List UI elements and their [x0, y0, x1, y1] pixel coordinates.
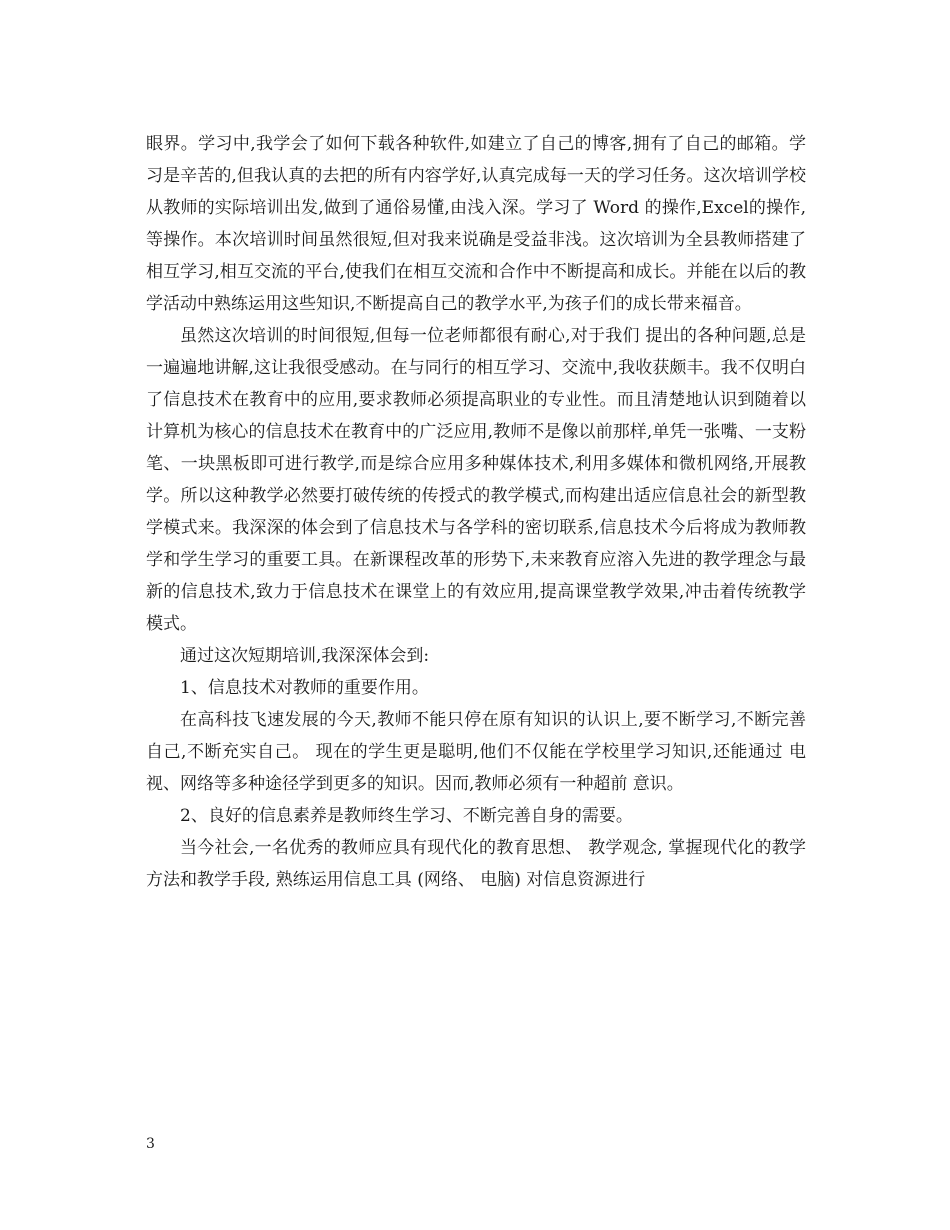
list-heading: 1、信息技术对教师的重要作用。	[180, 678, 429, 698]
paragraph: 通过这次短期培训,我深深体会到:	[180, 646, 430, 666]
paragraph: 在高科技飞速发展的今天,教师不能只停在原有知识的认识上,要不断学习,不断完善自己,不断充实自己。 现在的学生更是聪明,他们不仅能在学校里学习知识,还能通过 电视、网络等多种途径学到更多的知识。因而,教师必须有一种超前 意识。	[146, 710, 806, 794]
list-heading: 2、良好的信息素养是教师终生学习、不断完善自身的需要。	[180, 806, 633, 826]
document-body	[146, 128, 806, 896]
paragraph: 当今社会,一名优秀的教师应具有现代化的教育思想、 教学观念, 掌握现代化的教学方法和教学手段, 熟练运用信息工具 (网络、 电脑) 对信息资源进行	[146, 838, 806, 890]
paragraph: 虽然这次培训的时间很短,但每一位老师都很有耐心,对于我们 提出的各种问题,总是一遍遍地讲解,这让我很受感动。在与同行的相互学习、交流中,我收获颇丰。我不仅明白了信息技术在教育中的应用,要求教师必须提高职业的专业性。而且清楚地认识到随着以计算机为核心的信息技术在教育中的广泛应用,教师不是像以前那样,单凭一张嘴、一支粉笔、一块黑板即可进行教学,而是综合应用多种媒体技术,利用多媒体和微机网络,开展教学。所以这种教学必然要打破传统的传授式的教学模式,而构建出适应信息社会的新型教学模式来。我深深的体会到了信息技术与各学科的密切联系,信息技术今后将成为教师教学和学生学习的重要工具。在新课程改革的形势下,未来教育应溶入先进的教学理念与最新的信息技术,致力于信息技术在课堂上的有效应用,提高课堂教学效果,冲击着传统教学模式。	[146, 326, 806, 634]
paragraph: 眼界。学习中,我学会了如何下载各种软件,如建立了自己的博客,拥有了自己的邮箱。学习是辛苦的,但我认真的去把的所有内容学好,认真完成每一天的学习任务。这次培训学校从教师的实际培训出发,做到了通俗易懂,由浅入深。学习了 Word 的操作,Excel的操作,等操作。本次培训时间虽然很短,但对我来说确是受益非浅。这次培训为全县教师搭建了相互学习,相互交流的平台,使我们在相互交流和合作中不断提高和成长。并能在以后的教学活动中熟练运用这些知识,不断提高自己的教学水平,为孩子们的成长带来福音。	[146, 134, 806, 314]
page-number: 3	[146, 1136, 155, 1152]
